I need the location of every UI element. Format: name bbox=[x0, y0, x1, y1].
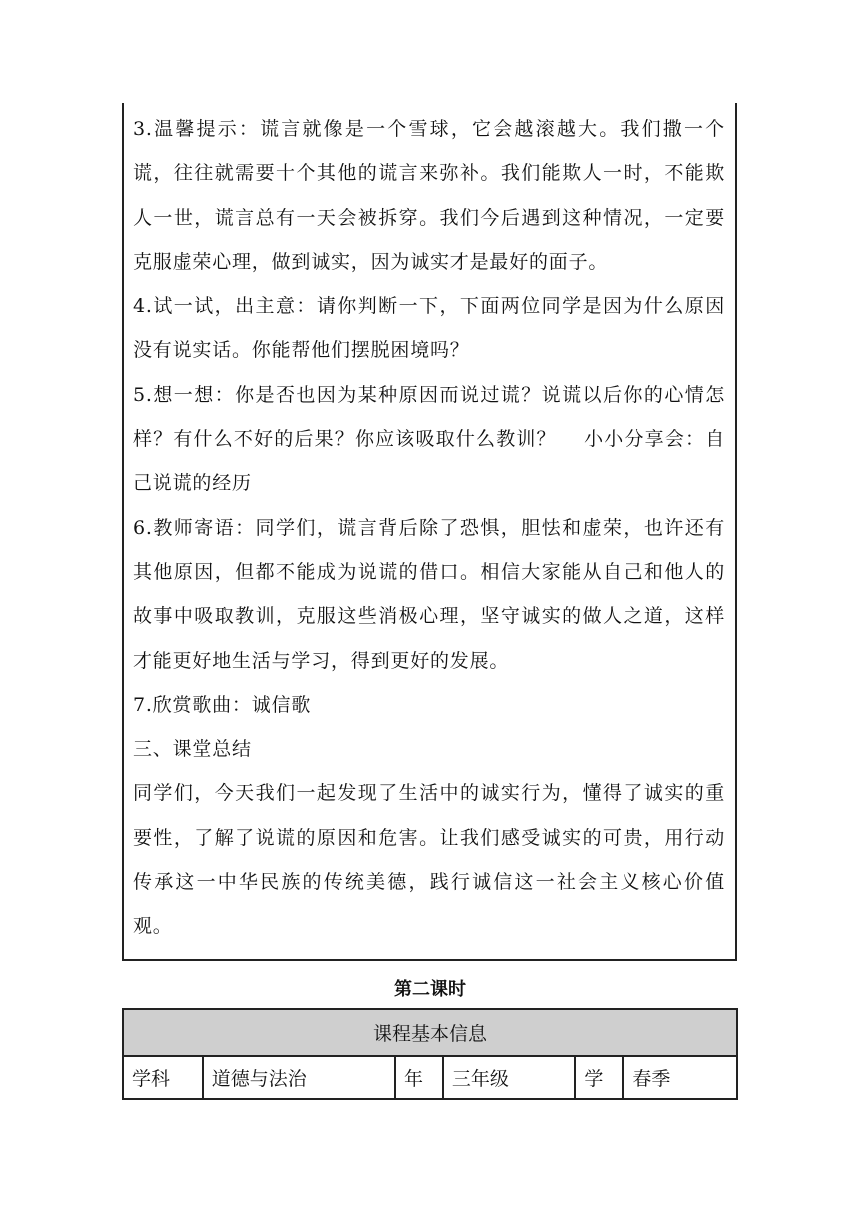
lesson-content-box bbox=[122, 103, 737, 961]
table-cell-subject-value: 道德与法治 bbox=[203, 1056, 395, 1099]
table-header: 课程基本信息 bbox=[123, 1009, 737, 1056]
heading-class-summary: 三、课堂总结 bbox=[133, 738, 252, 761]
paragraph-teacher-message: 6.教师寄语：同学们，谎言背后除了恐惧，胆怯和虚荣，也许还有其他原因，但都不能成为说谎的借口。相信大家能从自己和他人的故事中吸取教训，克服这些消极心理，坚守诚实的做人之道，这样才能更好地生活与学习，得到更好的发展。 bbox=[133, 516, 725, 672]
table-cell-grade-label: 年 bbox=[395, 1056, 443, 1099]
table-cell-subject-label: 学科 bbox=[123, 1056, 203, 1099]
paragraph-song: 7.欣赏歌曲：诚信歌 bbox=[133, 693, 312, 716]
paragraph-warm-tip: 3.温馨提示：谎言就像是一个雪球，它会越滚越大。我们撒一个谎，往往就需要十个其他的谎言来弥补。我们能欺人一时，不能欺人一世，谎言总有一天会被拆穿。我们今后遇到这种情况，一定要克服虚荣心理，做到诚实，因为诚实才是最好的面子。 bbox=[133, 118, 725, 273]
table-cell-term-label: 学 bbox=[575, 1056, 623, 1099]
table-cell-grade-value: 三年级 bbox=[443, 1056, 576, 1099]
paragraph-think: 5.想一想：你是否也因为某种原因而说过谎？说谎以后你的心情怎样？有什么不好的后果？你应该吸取什么教训？ 小小分享会：自己说谎的经历 bbox=[133, 383, 725, 495]
table-row bbox=[123, 1056, 737, 1099]
course-info-table bbox=[122, 1008, 738, 1100]
section-title: 第二课时 bbox=[394, 979, 466, 1000]
paragraph-summary: 同学们，今天我们一起发现了生活中的诚实行为，懂得了诚实的重要性，了解了说谎的原因和危害。让我们感受诚实的可贵，用行动传承这一中华民族的传统美德，践行诚信这一社会主义核心价值观。 bbox=[133, 782, 725, 938]
paragraph-try-it: 4.试一试，出主意：请你判断一下，下面两位同学是因为什么原因没有说实话。你能帮他们摆脱困境吗？ bbox=[133, 295, 725, 362]
table-cell-term-value: 春季 bbox=[623, 1056, 737, 1099]
